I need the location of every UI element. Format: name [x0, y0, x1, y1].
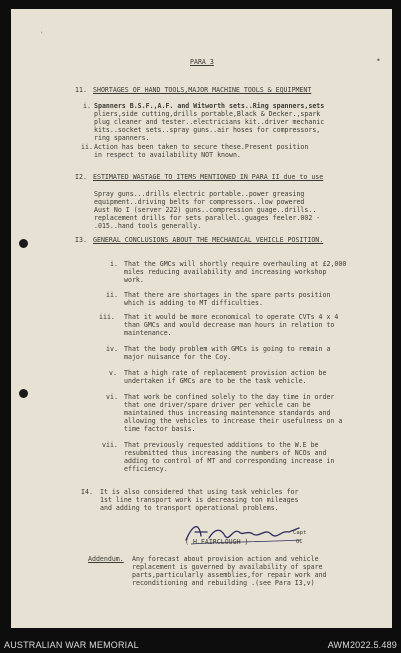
conclusion-number: ii.: [106, 291, 118, 299]
conclusion-line: miles reducing availability and increasing workshop: [124, 268, 327, 276]
section-11-i-line: plug cleaner and tester..electricians kit..driver mechanic: [94, 118, 325, 126]
signatory-suffix: OC: [296, 539, 303, 545]
section-11-i-line: ring spanners.: [94, 134, 150, 142]
section-11-ii-line: in respect to availability NOT known.: [94, 151, 241, 159]
conclusion-line: That previously requested additions to the W.E be: [124, 441, 319, 449]
section-12-line: Spray guns...drills electric portable..power greasing: [94, 190, 305, 198]
page-label: PARA 3: [190, 58, 214, 66]
addendum-line: replacement is governed by availability of spare: [132, 563, 323, 571]
conclusion-line: That the GMCs will shortly require overhauling at £2,000: [124, 260, 347, 268]
conclusion-line: That a high rate of replacement provision action be: [124, 369, 327, 377]
section-11-i-line: pliers,side cutting,drills portable,Black & Decker.,spark: [94, 110, 321, 118]
document-page: [11, 9, 392, 628]
conclusion-line: undertaken if GMCs are to be the task vehicle.: [124, 377, 307, 385]
section-14-number: I4.: [81, 488, 93, 496]
footer-institution: AUSTRALIAN WAR MEMORIAL: [4, 640, 139, 650]
addendum-line: reconditioning and rebuilding .(see Para I3,v): [132, 579, 315, 587]
punch-hole-bottom: [19, 389, 28, 398]
conclusion-line: That it would be more economical to operate CVTs 4 x 4: [124, 313, 339, 321]
section-11-ii-number: ii.: [81, 143, 93, 151]
conclusion-line: than GMCs and would decrease man hours in relation to: [124, 321, 335, 329]
section-11-i-number: i.: [83, 102, 91, 110]
signatory-name: ( H.FAIRCLOUGH ): [185, 538, 249, 546]
section-12-line: Aust No I (server 222) guns..compression guage..drills..: [94, 206, 317, 214]
conclusion-number: iii.: [99, 313, 115, 321]
conclusion-number: iv.: [106, 345, 118, 353]
conclusion-number: v.: [109, 369, 117, 377]
section-13-heading: GENERAL CONCLUSIONS ABOUT THE MECHANICAL VEHICLE POSITION.: [93, 236, 324, 244]
signatory-rank: Capt: [293, 530, 307, 536]
section-12-number: I2.: [75, 173, 87, 181]
section-14-line: It is also considered that using task vehicles for: [100, 488, 299, 496]
footer-accession-number: AWM2022.5.489: [327, 640, 397, 650]
conclusion-line: that one driver/spare driver per vehicle can be: [124, 401, 311, 409]
conclusion-line: time factor basis.: [124, 425, 196, 433]
section-11-number: 11.: [75, 86, 87, 94]
section-11-ii-line: Action has been taken to secure these.Present position: [94, 143, 309, 151]
conclusion-line: major nuisance for the Coy.: [124, 353, 232, 361]
page-mark: ': [40, 31, 44, 38]
conclusion-number: vi.: [106, 393, 118, 401]
section-11-heading: SHORTAGES OF HAND TOOLS,MAJOR MACHINE TOOLS & EQUIPMENT: [93, 86, 312, 94]
section-11-i-line: Spanners B.S.F.,A.F. and Witworth sets..Ring spanners,sets: [94, 102, 325, 110]
section-12-line: replacement drills for sets parallel..guages feeler.002 -: [94, 214, 321, 222]
section-12-line: equipment..driving belts for compressors..low powered: [94, 198, 305, 206]
conclusion-number: vii.: [102, 441, 118, 449]
section-12-heading: ESTIMATED WASTAGE TO ITEMS MENTIONED IN PARA II due to use: [93, 173, 324, 181]
section-13-number: I3.: [75, 236, 87, 244]
section-11-i-line: kits..socket sets..spray guns..air hoses for compressors,: [94, 126, 321, 134]
conclusion-line: work.: [124, 276, 144, 284]
corner-mark: •: [376, 56, 381, 65]
conclusion-line: efficiency.: [124, 465, 168, 473]
section-14-line: 1st line transport work is decreasing ton mileages: [100, 496, 299, 504]
conclusion-line: That the body problem with GMCs is going to remain a: [124, 345, 331, 353]
conclusion-line: allowing the vehicles to increase their usefulness on a: [124, 417, 343, 425]
conclusion-line: maintained thus increasing maintenance standards and: [124, 409, 331, 417]
section-12-line: .015..hand tools generally.: [94, 222, 202, 230]
section-14-line: and adding to transport operational problems.: [100, 504, 279, 512]
punch-hole-top: [19, 239, 28, 248]
conclusion-line: adding to control of MT and corresponding increase in: [124, 457, 335, 465]
conclusion-line: resubmitted thus increasing the numbers of NCOs and: [124, 449, 327, 457]
conclusion-line: which is adding to MT difficulties.: [124, 299, 263, 307]
conclusion-line: That work be confined solely to the day time in order: [124, 393, 335, 401]
addendum-line: parts,particularly assemblies,for repair work and: [132, 571, 327, 579]
conclusion-line: maintenance.: [124, 329, 172, 337]
conclusion-number: i.: [110, 260, 118, 268]
addendum-line: Any forecast about provision action and vehicle: [132, 555, 319, 563]
addendum-label: Addendum.: [88, 555, 124, 563]
conclusion-line: That there are shortages in the spare parts position: [124, 291, 331, 299]
